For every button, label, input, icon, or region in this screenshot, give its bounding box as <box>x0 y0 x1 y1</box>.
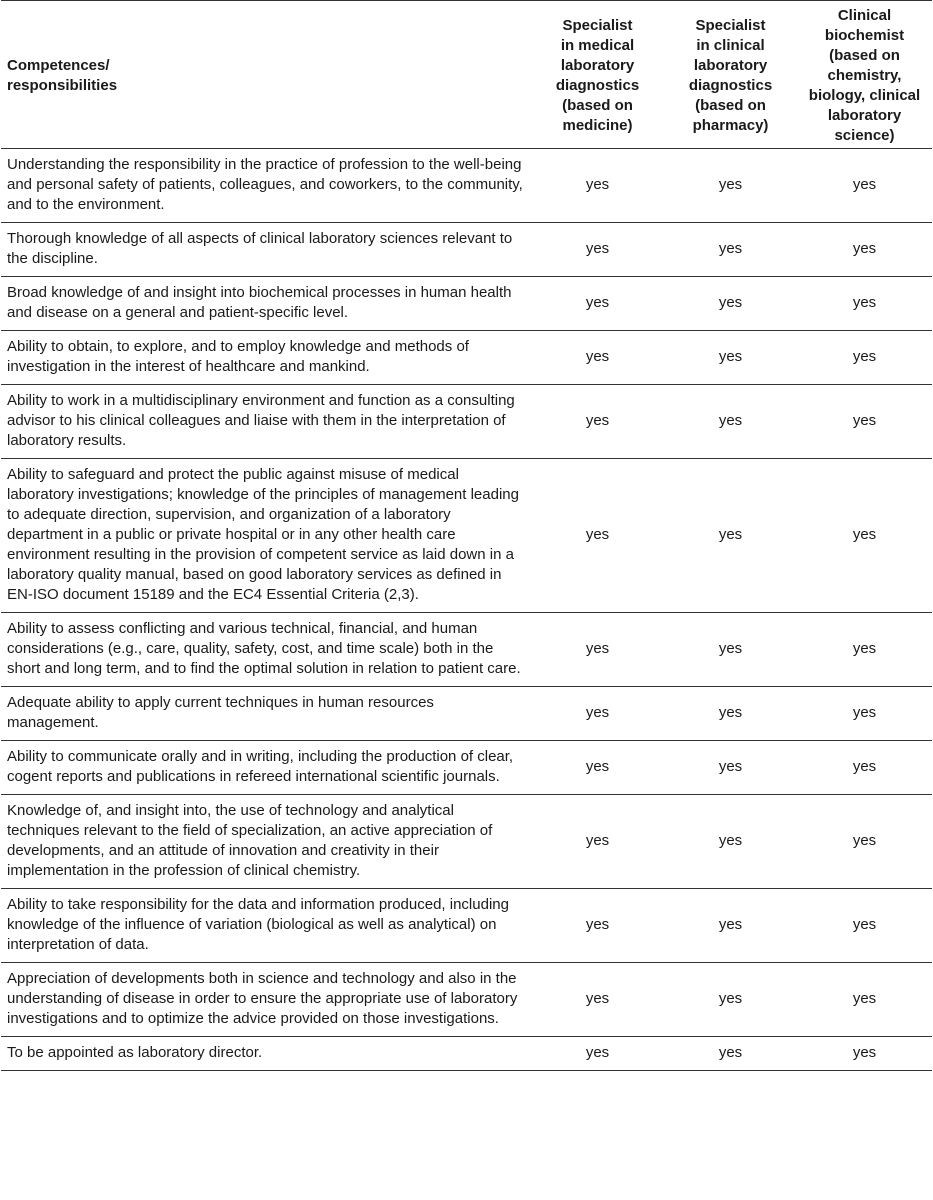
competence-description: Ability to obtain, to explore, and to employ knowledge and methods of investigation in the interest of healthcare and mankind. <box>7 338 469 375</box>
pharmacy-specialist-value: yes <box>718 1044 743 1061</box>
medical-specialist-value: yes <box>585 832 610 849</box>
clinical-biochemist-value: yes <box>852 704 877 721</box>
header-clinical-biochemist: Clinical biochemist (based on chemistry, biology, clinical laboratory science) <box>808 7 921 144</box>
medical-specialist-value: yes <box>585 294 610 311</box>
table-row <box>1 459 932 613</box>
clinical-biochemist-value: yes <box>852 240 877 257</box>
competence-description: Broad knowledge of and insight into biochemical processes in human health and disease on a general and patient-specific level. <box>7 284 512 321</box>
competence-description: Ability to safeguard and protect the public against misuse of medical laboratory investigations; knowledge of the principles of management leading to adequate direction, supervision, and organization of a laboratory department in a public or private hospital or in any other health care environment resulting in the provision of competent service as laid down in a laboratory quality manual, based on good laboratory services as defined in EN-ISO document 15189 and the EC4 Essential Criteria (2,3). <box>7 466 519 603</box>
clinical-biochemist-value: yes <box>852 412 877 429</box>
medical-specialist-value: yes <box>585 348 610 365</box>
competence-description: Knowledge of, and insight into, the use of technology and analytical techniques relevant to the field of specialization, an active appreciation of developments, and an attitude of innovation and creativity in their implementation in the profession of clinical chemistry. <box>7 802 493 879</box>
pharmacy-specialist-value: yes <box>718 294 743 311</box>
pharmacy-specialist-value: yes <box>718 916 743 933</box>
clinical-biochemist-value: yes <box>852 1044 877 1061</box>
competence-description: Ability to take responsibility for the data and information produced, including knowledge of the influence of variation (biological as well as analytical) on interpretation of data. <box>7 896 509 953</box>
header-pharmacy-specialist: Specialist in clinical laboratory diagnostics (based on pharmacy) <box>688 17 773 134</box>
header-competences: Competences/ responsibilities <box>7 57 118 94</box>
pharmacy-specialist-value: yes <box>718 240 743 257</box>
header-medical-specialist: Specialist in medical laboratory diagnostics (based on medicine) <box>555 17 640 134</box>
table-row <box>1 385 932 459</box>
table-row <box>1 687 932 741</box>
medical-specialist-value: yes <box>585 758 610 775</box>
competences-table <box>1 0 932 1071</box>
pharmacy-specialist-value: yes <box>718 990 743 1007</box>
medical-specialist-value: yes <box>585 526 610 543</box>
table-row <box>1 963 932 1037</box>
table-header-row <box>1 1 932 149</box>
medical-specialist-value: yes <box>585 240 610 257</box>
table-row <box>1 149 932 223</box>
table-body <box>1 149 932 1071</box>
clinical-biochemist-value: yes <box>852 758 877 775</box>
competence-description: Ability to communicate orally and in writing, including the production of clear, cogent reports and publications in refereed international scientific journals. <box>7 748 514 785</box>
table-row <box>1 331 932 385</box>
competence-description: Appreciation of developments both in science and technology and also in the understanding of disease in order to ensure the appropriate use of laboratory investigations and to optimize the advice provided on those investigations. <box>7 970 518 1027</box>
clinical-biochemist-value: yes <box>852 348 877 365</box>
clinical-biochemist-value: yes <box>852 526 877 543</box>
competence-description: Understanding the responsibility in the practice of profession to the well-being and personal safety of patients, colleagues, and coworkers, to the community, and to the environment. <box>7 156 523 213</box>
pharmacy-specialist-value: yes <box>718 526 743 543</box>
clinical-biochemist-value: yes <box>852 176 877 193</box>
table-row <box>1 277 932 331</box>
medical-specialist-value: yes <box>585 176 610 193</box>
pharmacy-specialist-value: yes <box>718 348 743 365</box>
medical-specialist-value: yes <box>585 412 610 429</box>
table-row <box>1 795 932 889</box>
clinical-biochemist-value: yes <box>852 640 877 657</box>
pharmacy-specialist-value: yes <box>718 412 743 429</box>
table-row <box>1 223 932 277</box>
table-row <box>1 889 932 963</box>
medical-specialist-value: yes <box>585 640 610 657</box>
medical-specialist-value: yes <box>585 704 610 721</box>
clinical-biochemist-value: yes <box>852 294 877 311</box>
competence-description: To be appointed as laboratory director. <box>7 1044 263 1061</box>
medical-specialist-value: yes <box>585 990 610 1007</box>
competence-description: Thorough knowledge of all aspects of clinical laboratory sciences relevant to the discipline. <box>7 230 513 267</box>
medical-specialist-value: yes <box>585 916 610 933</box>
pharmacy-specialist-value: yes <box>718 704 743 721</box>
pharmacy-specialist-value: yes <box>718 758 743 775</box>
table-row <box>1 1037 932 1071</box>
clinical-biochemist-value: yes <box>852 916 877 933</box>
clinical-biochemist-value: yes <box>852 990 877 1007</box>
table-row <box>1 741 932 795</box>
medical-specialist-value: yes <box>585 1044 610 1061</box>
pharmacy-specialist-value: yes <box>718 832 743 849</box>
pharmacy-specialist-value: yes <box>718 640 743 657</box>
competence-description: Adequate ability to apply current techniques in human resources management. <box>7 694 434 731</box>
table-row <box>1 613 932 687</box>
competence-description: Ability to assess conflicting and various technical, financial, and human considerations (e.g., care, quality, safety, cost, and time scale) both in the short and long term, and to find the optimal solution in relation to patient care. <box>7 620 521 677</box>
competence-description: Ability to work in a multidisciplinary environment and function as a consulting advisor to his clinical colleagues and liaise with them in the interpretation of laboratory results. <box>7 392 515 449</box>
clinical-biochemist-value: yes <box>852 832 877 849</box>
pharmacy-specialist-value: yes <box>718 176 743 193</box>
